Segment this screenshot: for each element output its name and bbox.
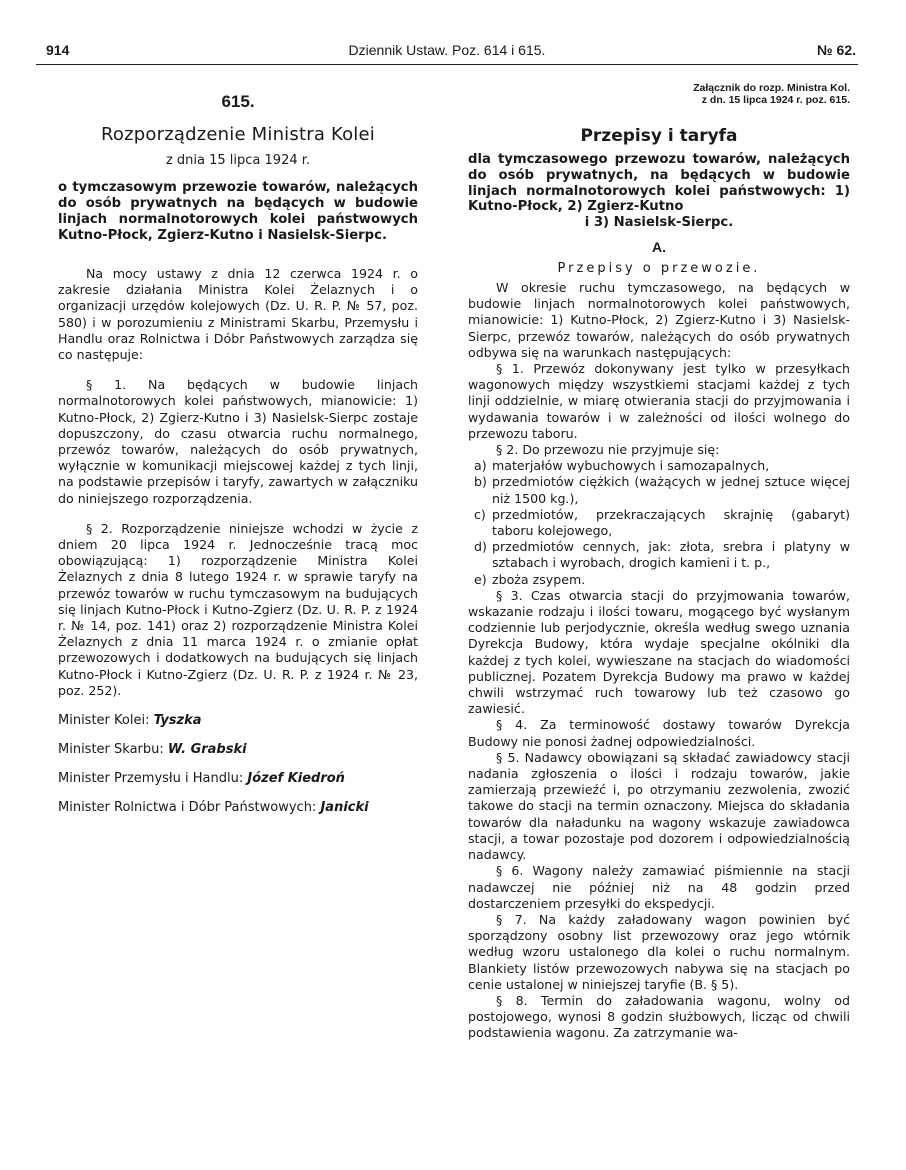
paragraph-2: § 2. Rozporządzenie niniejsze wchodzi w życie z dniem 20 lipca 1924 r. Jednocześnie tracą moc obowiązującą: 1) rozporządzenie Ministra Kolei Żelaznych z dnia 8 lutego 1924 r. w sprawie taryfy na przewóz towarów w ruchu tymczasowym na budujących się linjach Kutno-Płock i Kutno-Zgierz (Dz. U. R. P. z 1924 r. № 14, poz. 141) oraz 2) rozporządzenie Ministra Kolei Żelaznych z dnia 11 marca 1924 r. o zmianie opłat przewozowych i dodatkowych na budujących się linjach Kutno-Płock i Kutno-Zgierz (Dz. U. R. P. z 1924 r. № 23, poz. 252). (58, 520, 418, 698)
list-label: b) (474, 474, 487, 490)
signature-role: Minister Skarbu: (58, 742, 164, 758)
journal-title: Dziennik Ustaw. Poz. 614 i 615. (348, 42, 546, 58)
list-label: d) (474, 539, 487, 555)
annex-note-line-2: z dn. 15 lipca 1924 r. poz. 615. (701, 94, 850, 106)
page-number: 914 (46, 42, 70, 58)
list-label: e) (474, 571, 487, 587)
signature-role: Minister Przemysłu i Handlu: (58, 771, 244, 787)
list-text: zboża zsypem. (492, 571, 586, 587)
list-text: przedmiotów cennych, jak: złota, srebra i platyny w sztabach i wyrobach, drogich kamieni i t. p., (492, 539, 850, 571)
annex-subject-last: i 3) Nasielsk-Sierpc. (584, 215, 734, 231)
signature-name: Janicki (320, 800, 369, 816)
annex-intro: W okresie ruchu tymczasowego, na będących w budowie linjach normalnotorowych kolei państwowych, mianowicie: 1) Kutno-Płock, 2) Zgierz-Kutno i 3) Nasielsk-Sierpc, przewóz towarów, należących do osób prywatnych odbywa się na warunkach następujących: (468, 279, 850, 360)
list-text: przedmiotów, przekraczających skrajnię (gabaryt) taboru kolejowego, (492, 506, 850, 539)
annex-paragraph-7: § 7. Na każdy załadowany wagon powinien być sporządzony osobny list przewozowy oraz jego wtórnik według wzoru ustalonego dla kolei o ruchu normalnym. Blankiety listów przewozowych nabywa się na stacjach po cenie ustalonej w niniejszej taryfie (B. § 5). (468, 911, 850, 992)
annex-paragraph-6: § 6. Wagony należy zamawiać piśmiennie na stacji nadawczej nie później niż na 48 godzin przed dostarczeniem przesyłki do ekspedycji. (468, 863, 850, 911)
left-column (58, 82, 418, 815)
signature-line (58, 713, 418, 728)
signature-line (58, 771, 418, 786)
list-item (468, 458, 850, 474)
signatures (58, 713, 418, 815)
signature-name: W. Grabski (167, 742, 247, 758)
annex-note-line-1: Załącznik do rozp. Ministra Kol. (693, 82, 850, 94)
annex-paragraph-8: § 8. Termin do załadowania wagonu, wolny od postojowego, wynosi 8 godzin służbowych, licząc od chwili podstawienia wagonu. Za zatrzymanie wa- (468, 992, 850, 1041)
annex-paragraph-4: § 4. Za terminowość dostawy towarów Dyrekcja Budowy nie ponosi żadnej odpowiedzialności. (468, 717, 850, 749)
list-label: a) (474, 458, 487, 474)
signature-name: Tyszka (153, 713, 202, 729)
annex-subject: dla tymczasowego przewozu towarów, należących do osób prywatnych, na będących w budowie linjach normalnotorowych kolei państwowych: 1) Kutno-Płock, 2) Zgierz-Kutno (468, 152, 850, 215)
list-text: przedmiotów ciężkich (ważących w jednej sztuce więcej niż 1500 kg.), (492, 474, 850, 506)
signature-role: Minister Rolnictwa i Dóbr Państwowych: (58, 800, 317, 816)
issue-number: № 62. (817, 42, 856, 58)
list-item (468, 474, 850, 506)
document-title: Rozporządzenie Ministra Kolei (101, 124, 375, 145)
document-subject: o tymczasowym przewozie towarów, należących do osób prywatnych na będących w budowie linjach normalnotorowych kolei państwowych Kutno-Płock, Zgierz-Kutno i Nasielsk-Sierpc. (58, 180, 418, 243)
paragraph-1: § 1. Na będących w budowie linjach normalnotorowych kolei państwowych, mianowicie: 1) Kutno-Płock, 2) Zgierz-Kutno i 3) Nasielsk-Sierpc zostaje dopuszczony, do czasu otwarcia ruchu normalnego, przewóz towarów, należących do osób prywatnych, wyłącznie w komunikacji miejscowej każdej z tych linji, na podstawie przepisów i taryfy, zawartych w załączniku do niniejszego rozporządzenia. (58, 377, 418, 506)
annex-paragraph-2: § 2. Do przewozu nie przyjmuje się: (496, 442, 720, 458)
right-column (468, 82, 850, 1042)
list-text: materjałów wybuchowych i samozapalnych, (492, 458, 770, 474)
section-heading: Przepisy o przewozie. (557, 260, 761, 276)
annex-note (468, 82, 850, 106)
list-item (468, 572, 850, 588)
signature-line (58, 800, 418, 815)
annex-paragraph-1: § 1. Przewóz dokonywany jest tylko w przesyłkach wagonowych między wszystkiemi stacjami każdej z tych linji oddzielnie, w miarę otwierania stacji do przyjmowania i wydawania towarów i w zależności od ilości wolnego do przewozu taboru. (468, 361, 850, 441)
document-number: 615. (221, 92, 255, 111)
annex-title: Przepisy i taryfa (580, 126, 738, 146)
exclusion-list (468, 458, 850, 588)
list-item (468, 539, 850, 571)
annex-paragraph-5: § 5. Nadawcy obowiązani są składać zawiadowcy stacji nadania zgłoszenia o ilości i rodzaju towarów, jakie zamierzają przewieźć i, po otrzymaniu zezwolenia, zwozić takowe do stacji na termin oznaczony. Miejsca do składania towarów dla naładunku na wagony wskazuje zawiadowca stacji, a towar pozostaje pod dozorem i odpowiedzialnością nadawcy. (468, 749, 850, 863)
annex-paragraph-3: § 3. Czas otwarcia stacji do przyjmowania towarów, wskazanie rodzaju i ilości towaru, mogącego być wysłanym codziennie lub perjodycznie, określa według swego uznania Dyrekcja Budowy, która wydaje specjalne okólniki dla każdej z tych kolei, wywieszane na stacjach do wiadomości publicznej. Pozatem Dyrekcja Budowy ma prawo w każdej chwili wstrzymać ruch towarowy lub też czasowo go zawiesić. (468, 587, 850, 717)
page-header (36, 36, 858, 65)
section-letter: A. (652, 238, 666, 255)
list-label: c) (474, 506, 486, 522)
signature-line (58, 742, 418, 757)
list-item (468, 507, 850, 539)
signature-role: Minister Kolei: (58, 713, 150, 729)
document-date: z dnia 15 lipca 1924 r. (165, 153, 311, 168)
signature-name: Józef Kiedroń (247, 771, 345, 787)
preamble: Na mocy ustawy z dnia 12 czerwca 1924 r. o zakresie działania Ministra Kolei Żelaznych i o organizacji urzędów kolejowych (Dz. U. R. P. № 57, poz. 580) i w porozumieniu z Ministrami Skarbu, Przemysłu i Handlu oraz Rolnictwa i Dóbr Państwowych zarządza się co następuje: (58, 266, 418, 363)
